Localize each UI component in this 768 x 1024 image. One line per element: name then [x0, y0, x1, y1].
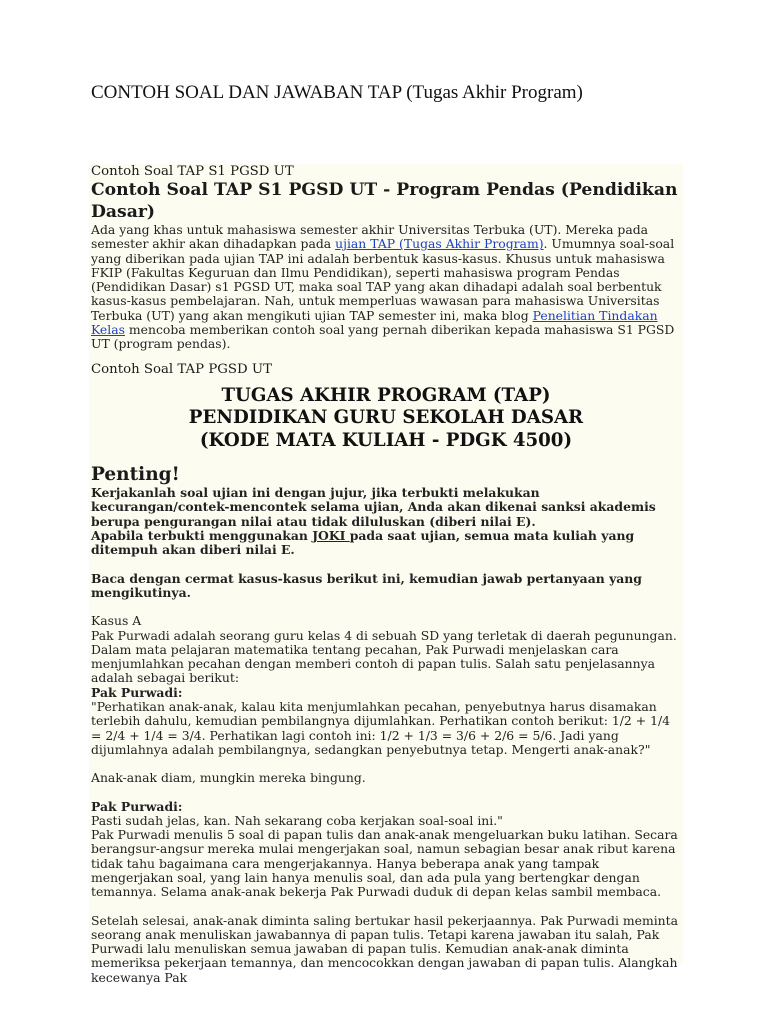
instruction-text: Baca dengan cermat kasus-kasus berikut ini, kemudian jawab pertanyaan yang mengikutinya. [91, 570, 642, 600]
case-paragraph-3: Setelah selesai, anak-anak diminta saling bertukar hasil pekerjaannya. Pak Purwadi meminta seorang anak menuliskan jawabannya di papan tulis. Tetapi karena jawaban itu salah, Pak Purwadi lalu menuliskan semua jawaban di papan tulis. Kemudian anak-anak diminta memeriksa pekerjaan temannya, dan mencocokkan dengan jawaban di papan tulis. Alangkah kecewanya Pak [91, 912, 679, 985]
intro-text-3: mencoba memberikan contoh soal yang pernah diberikan kepada mahasiswa S1 PGSD UT (program pendas). [91, 322, 675, 352]
dialogue-quote-2: Pasti sudah jelas, kan. Nah sekarang coba kerjakan soal-soal ini." [91, 812, 503, 828]
joki-warning [91, 529, 681, 558]
case-paragraph: Pak Purwadi adalah seorang guru kelas 4 di sebuah SD yang terletak di daerah pegunungan. Dalam mata pelajaran matematika tentang pecahan, Pak Purwadi menjelaskan cara menjumlahkan pecahan dengan memberi contoh di papan tulis. Salah satu penjelasannya adalah sebagai berikut: [91, 627, 677, 686]
warning-text: Kerjakanlah soal ujian ini dengan jujur, jika terbukti melakukan kecurangan/contek-mencontek selama ujian, Anda akan dikenai sanksi akademis berupa pengurangan nilai atau tidak diluluskan (diberi nilai E). [91, 485, 656, 529]
intro-text-1: Ada yang khas untuk mahasiswa semester akhir Universitas Terbuka (UT). Mereka pada semester akhir akan dihadapkan pada [91, 222, 649, 252]
joki-warning-text-1: Apabila terbukti menggunakan [91, 528, 313, 544]
speaker-label: Pak Purwadi: [91, 684, 183, 700]
joki-term: JOKI [312, 528, 350, 544]
joki-warning-text-2: pada saat ujian, semua mata kuliah yang ditempuh akan diberi nilai E. [91, 528, 635, 558]
speaker-label-2: Pak Purwadi: [91, 798, 183, 814]
dialogue-quote: "Perhatikan anak-anak, kalau kita menjumlahkan pecahan, penyebutnya harus disamakan terlebih dahulu, kemudian pembilangnya dijumlahkan. Perhatikan contoh berikut: 1/2 + 1/4 = 2/4 + 1/4 = 3/4. Perhatikan lagi contoh ini: 1/2 + 1/3 = 3/6 + 2/6 = 5/6. Jadi yang dijumlahnya adalah pembilangnya, sedangkan penyebutnya tetap. Mengerti anak-anak?" [91, 699, 671, 757]
important-heading: Penting! [91, 464, 180, 486]
case-paragraph-2: Pak Purwadi menulis 5 soal di papan tulis dan anak-anak mengeluarkan buku latihan. Secara berangsur-angsur mereka mulai mengerjakan soal, namun sebagian besar anak ribut karena tidak tahu bagaimana cara mengerjakannya. Hanya beberapa anak yang tampak mengerjakan soal, yang lain hanya menulis soal, dan ada pula yang bertengkar dengan temannya. Selama anak-anak bekerja Pak Purwadi duduk di depan kelas sambil membaca. [91, 827, 678, 900]
page-title: CONTOH SOAL DAN JAWABAN TAP (Tugas Akhir Program) [91, 82, 583, 103]
reaction-text: Anak-anak diam, mungkin mereka bingung. [91, 770, 366, 786]
ptk-blog-link[interactable]: Penelitian Tindakan Kelas [91, 307, 658, 338]
tap-title-block [91, 385, 681, 453]
tap-exam-link[interactable]: ujian TAP (Tugas Akhir Program) [335, 236, 544, 252]
section-label-2: Contoh Soal TAP PGSD UT [91, 361, 272, 377]
tap-title-line: (KODE MATA KULIAH - PDGK 4500) [199, 429, 573, 451]
case-label: Kasus A [91, 613, 142, 629]
tap-title-line: TUGAS AKHIR PROGRAM (TAP) [221, 384, 551, 406]
tap-title-line: PENDIDIKAN GURU SEKOLAH DASAR [188, 407, 584, 429]
article-body [89, 164, 683, 985]
intro-text-2: . Umumnya soal-soal yang diberikan pada ujian TAP ini adalah berbentuk kasus-kasus. Khusus untuk mahasiswa FKIP (Fakultas Keguruan dan Ilmu Pendidikan), seperti mahasiswa program Pendas (Pendidikan Dasar) s1 PGSD UT, maka soal TAP yang akan dihadapi adalah soal berbentuk kasus-kasus pembelajaran. Nah, untuk memperluas wawasan para mahasiswa Universitas Terbuka (UT) yang akan mengikuti ujian TAP semester ini, maka blog [91, 236, 675, 323]
intro-paragraph [91, 223, 681, 352]
article-heading: Contoh Soal TAP S1 PGSD UT - Program Pendas (Pendidikan Dasar) [91, 180, 678, 222]
section-label: Contoh Soal TAP S1 PGSD UT [91, 164, 294, 179]
